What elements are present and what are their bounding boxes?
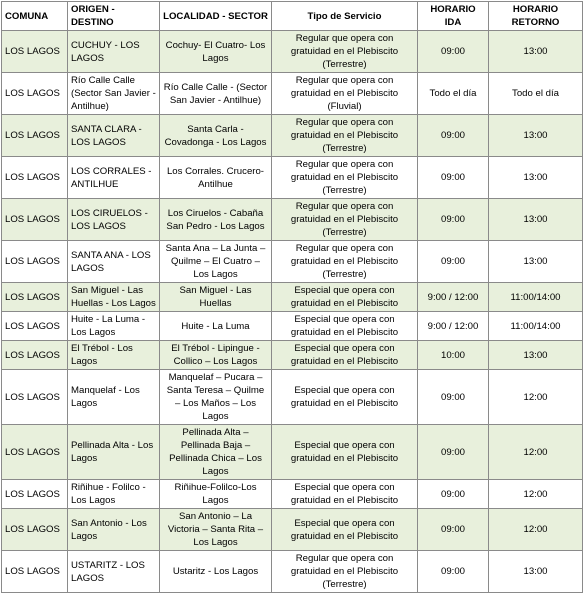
horario-retorno-cell: Todo el día [489,73,583,115]
table-row [2,509,583,551]
tipo-servicio-cell: Regular que opera con gratuidad en el Plebiscito (Terrestre) [272,551,418,593]
horario-retorno-cell: 13:00 [489,551,583,593]
table-row [2,370,583,425]
horario-retorno-cell: 13:00 [489,157,583,199]
origen-destino-cell: Manquelaf - Los Lagos [68,370,160,425]
comuna-cell: LOS LAGOS [2,157,68,199]
localidad-sector-cell: Cochuy- El Cuatro- Los Lagos [160,31,272,73]
comuna-cell: LOS LAGOS [2,115,68,157]
localidad-sector-cell: El Trébol - Lipingue - Collico – Los Lagos [160,341,272,370]
horario-retorno-cell: 12:00 [489,509,583,551]
origen-destino-cell: San Antonio - Los Lagos [68,509,160,551]
table-row [2,199,583,241]
horario-retorno-cell: 12:00 [489,370,583,425]
localidad-sector-cell: Pellinada Alta – Pellinada Baja – Pellinada Chica – Los Lagos [160,425,272,480]
localidad-sector-cell: Santa Ana – La Junta – Quilme – El Cuatro – Los Lagos [160,241,272,283]
origen-destino-cell: Huite - La Luma - Los Lagos [68,312,160,341]
tipo-servicio-cell: Especial que opera con gratuidad en el Plebiscito [272,312,418,341]
table-row [2,425,583,480]
localidad-sector-cell: Los Corrales. Crucero- Antilhue [160,157,272,199]
table-row [2,73,583,115]
table-row [2,115,583,157]
horario-retorno-cell: 11:00/14:00 [489,283,583,312]
horario-ida-cell: 09:00 [418,509,489,551]
table-row [2,312,583,341]
tipo-servicio-cell: Especial que opera con gratuidad en el Plebiscito [272,370,418,425]
origen-destino-cell: CUCHUY - LOS LAGOS [68,31,160,73]
comuna-cell: LOS LAGOS [2,199,68,241]
table-row [2,241,583,283]
horario-ida-cell: 9:00 / 12:00 [418,283,489,312]
horario-ida-cell: 09:00 [418,425,489,480]
table-row [2,283,583,312]
horario-retorno-cell: 13:00 [489,199,583,241]
horario-ida-cell: 09:00 [418,31,489,73]
horario-retorno-cell: 13:00 [489,31,583,73]
transport-schedule-table [1,1,583,593]
horario-retorno-cell: 13:00 [489,341,583,370]
tipo-servicio-cell: Regular que opera con gratuidad en el Plebiscito (Terrestre) [272,115,418,157]
tipo-servicio-cell: Especial que opera con gratuidad en el Plebiscito [272,341,418,370]
localidad-sector-cell: Los Ciruelos - Cabaña San Pedro - Los Lagos [160,199,272,241]
table-header-row [2,2,583,31]
localidad-sector-cell: Riñihue-Folilco-Los Lagos [160,480,272,509]
horario-ida-cell: Todo el día [418,73,489,115]
tipo-servicio-cell: Regular que opera con gratuidad en el Plebiscito (Terrestre) [272,199,418,241]
tipo-servicio-cell: Regular que opera con gratuidad en el Plebiscito (Terrestre) [272,31,418,73]
comuna-cell: LOS LAGOS [2,425,68,480]
header-horario-ida: HORARIO IDA [418,2,489,31]
horario-retorno-cell: 12:00 [489,425,583,480]
horario-ida-cell: 09:00 [418,241,489,283]
comuna-cell: LOS LAGOS [2,283,68,312]
horario-ida-cell: 09:00 [418,115,489,157]
localidad-sector-cell: Santa Carla - Covadonga - Los Lagos [160,115,272,157]
origen-destino-cell: Pellinada Alta - Los Lagos [68,425,160,480]
horario-ida-cell: 09:00 [418,480,489,509]
localidad-sector-cell: Huite - La Luma [160,312,272,341]
origen-destino-cell: LOS CORRALES - ANTILHUE [68,157,160,199]
horario-ida-cell: 09:00 [418,157,489,199]
horario-ida-cell: 9:00 / 12:00 [418,312,489,341]
localidad-sector-cell: San Antonio – La Victoria – Santa Rita – Los Lagos [160,509,272,551]
horario-ida-cell: 10:00 [418,341,489,370]
table-body [2,31,583,593]
horario-ida-cell: 09:00 [418,370,489,425]
table-row [2,551,583,593]
header-localidad-sector: LOCALIDAD - SECTOR [160,2,272,31]
horario-retorno-cell: 11:00/14:00 [489,312,583,341]
localidad-sector-cell: San Miguel - Las Huellas [160,283,272,312]
origen-destino-cell: LOS CIRUELOS - LOS LAGOS [68,199,160,241]
tipo-servicio-cell: Especial que opera con gratuidad en el Plebiscito [272,425,418,480]
horario-retorno-cell: 12:00 [489,480,583,509]
comuna-cell: LOS LAGOS [2,509,68,551]
tipo-servicio-cell: Regular que opera con gratuidad en el Plebiscito (Fluvial) [272,73,418,115]
tipo-servicio-cell: Especial que opera con gratuidad en el Plebiscito [272,480,418,509]
comuna-cell: LOS LAGOS [2,241,68,283]
origen-destino-cell: San Miguel - Las Huellas - Los Lagos [68,283,160,312]
tipo-servicio-cell: Especial que opera con gratuidad en el Plebiscito [272,283,418,312]
table-row [2,480,583,509]
origen-destino-cell: Río Calle Calle (Sector San Javier - Antilhue) [68,73,160,115]
table-row [2,31,583,73]
table-row [2,341,583,370]
tipo-servicio-cell: Especial que opera con gratuidad en el Plebiscito [272,509,418,551]
tipo-servicio-cell: Regular que opera con gratuidad en el Plebiscito (Terrestre) [272,157,418,199]
header-comuna: COMUNA [2,2,68,31]
horario-retorno-cell: 13:00 [489,241,583,283]
comuna-cell: LOS LAGOS [2,73,68,115]
tipo-servicio-cell: Regular que opera con gratuidad en el Plebiscito (Terrestre) [272,241,418,283]
localidad-sector-cell: Ustaritz - Los Lagos [160,551,272,593]
horario-ida-cell: 09:00 [418,551,489,593]
origen-destino-cell: USTARITZ - LOS LAGOS [68,551,160,593]
localidad-sector-cell: Río Calle Calle - (Sector San Javier - Antilhue) [160,73,272,115]
comuna-cell: LOS LAGOS [2,480,68,509]
origen-destino-cell: SANTA ANA - LOS LAGOS [68,241,160,283]
horario-retorno-cell: 13:00 [489,115,583,157]
horario-ida-cell: 09:00 [418,199,489,241]
comuna-cell: LOS LAGOS [2,341,68,370]
comuna-cell: LOS LAGOS [2,312,68,341]
table-row [2,157,583,199]
header-tipo-servicio: Tipo de Servicio [272,2,418,31]
origen-destino-cell: SANTA CLARA - LOS LAGOS [68,115,160,157]
header-horario-retorno: HORARIO RETORNO [489,2,583,31]
comuna-cell: LOS LAGOS [2,370,68,425]
localidad-sector-cell: Manquelaf – Pucara – Santa Teresa – Quilme – Los Maños – Los Lagos [160,370,272,425]
comuna-cell: LOS LAGOS [2,551,68,593]
header-origen-destino: ORIGEN - DESTINO [68,2,160,31]
origen-destino-cell: Riñihue - Folilco - Los Lagos [68,480,160,509]
comuna-cell: LOS LAGOS [2,31,68,73]
origen-destino-cell: El Trébol - Los Lagos [68,341,160,370]
